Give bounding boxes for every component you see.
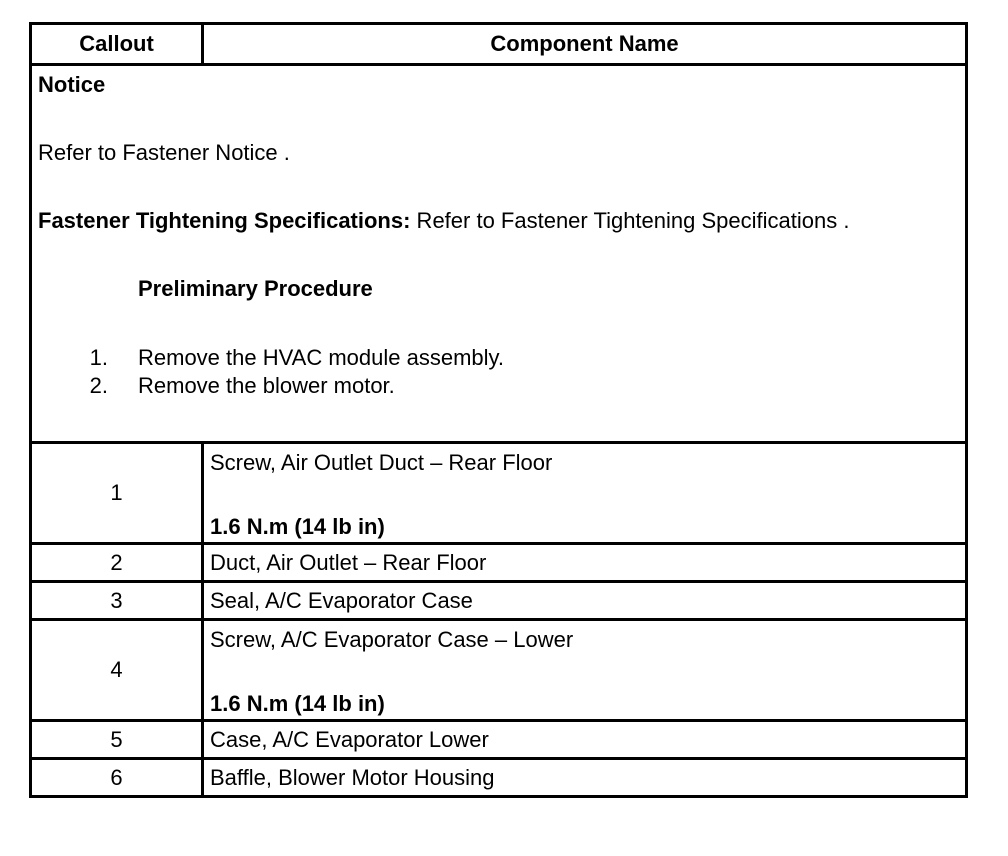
procedure-steps (38, 344, 959, 400)
fastener-notice-text: Refer to Fastener Notice . (38, 140, 290, 165)
table-row (31, 582, 967, 620)
table-row (31, 759, 967, 797)
component-name: Baffle, Blower Motor Housing (203, 759, 967, 797)
component-name: Screw, A/C Evaporator Case – Lower (210, 627, 574, 652)
step-number: 1. (89, 345, 108, 370)
component-cell (203, 443, 967, 544)
callout-cell: 5 (31, 721, 203, 759)
table-row (31, 544, 967, 582)
callout-cell: 1 (31, 443, 203, 544)
component-cell (203, 620, 967, 721)
procedure-step (38, 372, 959, 400)
step-number: 2. (89, 373, 108, 398)
component-name: Duct, Air Outlet – Rear Floor (203, 544, 967, 582)
step-text: Remove the blower motor. (138, 373, 395, 398)
table-row (31, 443, 967, 544)
notice-row (31, 65, 967, 443)
callout-cell: 2 (31, 544, 203, 582)
tightening-spec-text: Refer to Fastener Tightening Specifications . (410, 208, 850, 233)
component-name: Case, A/C Evaporator Lower (203, 721, 967, 759)
component-name: Seal, A/C Evaporator Case (203, 582, 967, 620)
torque-spec: 1.6 N.m (14 lb in) (210, 691, 385, 716)
step-text: Remove the HVAC module assembly. (138, 345, 504, 370)
callout-cell: 3 (31, 582, 203, 620)
component-name: Screw, Air Outlet Duct – Rear Floor (210, 450, 553, 475)
procedure-step (38, 344, 959, 372)
header-row (31, 24, 967, 65)
callout-header: Callout (31, 24, 203, 65)
tightening-spec-label: Fastener Tightening Specifications: (38, 208, 411, 233)
preliminary-procedure-title: Preliminary Procedure (138, 276, 373, 301)
callout-cell: 4 (31, 620, 203, 721)
table-row (31, 721, 967, 759)
component-table (29, 22, 968, 798)
notice-cell (31, 65, 967, 443)
torque-spec: 1.6 N.m (14 lb in) (210, 514, 385, 539)
table-row (31, 620, 967, 721)
tightening-spec-line (38, 208, 959, 234)
callout-cell: 6 (31, 759, 203, 797)
component-name-header: Component Name (203, 24, 967, 65)
notice-title: Notice (38, 72, 106, 97)
